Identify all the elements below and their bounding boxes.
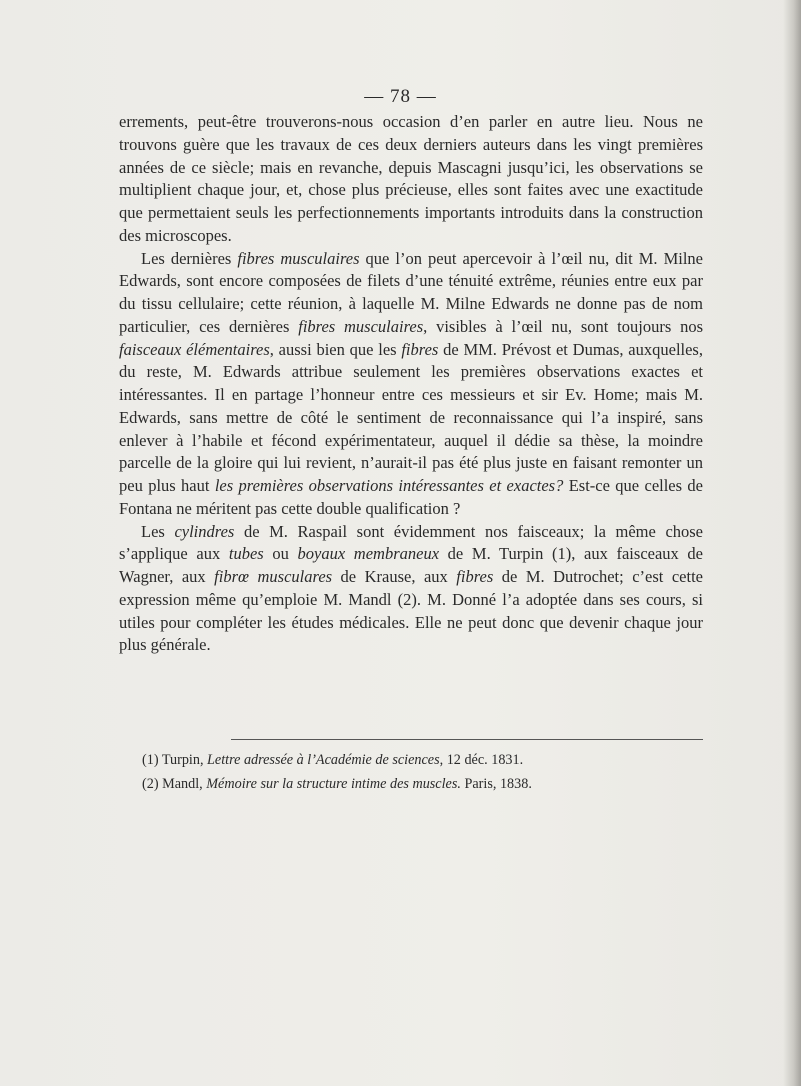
footnote bbox=[142, 772, 712, 796]
italic-text: boyaux membraneux bbox=[297, 544, 440, 564]
italic-text: Mémoire sur la structure intime des muscles. bbox=[206, 776, 461, 792]
text-run: (2) Mandl, bbox=[142, 776, 207, 792]
paragraph bbox=[119, 248, 703, 521]
italic-text: les premières observations intéressantes et exactes? bbox=[214, 476, 564, 495]
italic-text: fibrœ musculares bbox=[214, 567, 333, 586]
text-run: Paris, 1838. bbox=[460, 776, 532, 792]
text-run: de Krause, aux bbox=[332, 567, 457, 586]
italic-text: tubes bbox=[228, 544, 264, 564]
text-run: Est-ce que celles de Fontana ne méritent pas cette double qualification ? bbox=[119, 476, 703, 518]
footnote-rule bbox=[231, 739, 703, 740]
italic-text: fibres musculaires bbox=[298, 316, 424, 336]
italic-text: fibres bbox=[401, 339, 439, 359]
footnotes bbox=[142, 748, 712, 796]
paragraph bbox=[119, 111, 703, 248]
paragraph bbox=[119, 521, 703, 658]
footnote bbox=[142, 748, 712, 772]
text-run: (1) Turpin, bbox=[142, 752, 208, 768]
text-run: ou bbox=[263, 544, 298, 564]
page-number: — 78 — bbox=[364, 86, 437, 107]
text-run: , aussi bien que les bbox=[269, 339, 402, 359]
italic-text: fibres bbox=[456, 567, 494, 586]
text-run: errements, peut-être trouverons-nous occasion d’en parler en autre lieu. Nous ne trouvons guère que les travaux de ces deux derniers auteurs dans les vingt premières années de ce siècle; mais en revanche, depuis Mascagni jusqu’ici, les observations se multiplient chaque jour, et, chose plus précieuse, elles sont faites avec une exactitude que permettaient seuls les perfectionnements importants introduits dans la construction des microscopes. bbox=[119, 112, 703, 245]
text-run: de M. Turpin (1), aux faisceaux de Wagner, aux bbox=[119, 544, 704, 586]
text-run: que l’on peut apercevoir à l’œil nu, dit M. Milne Edwards, sont encore composées de filets d’une ténuité extrême, réunies entre eux par du tissu cellulaire; cette réunion, à laquelle M. Milne Edwards ne donne pas de nom particulier, ces dernières bbox=[119, 248, 703, 336]
text-run: , 12 déc. 1831. bbox=[439, 752, 524, 768]
italic-text: faisceaux élémentaires bbox=[119, 339, 270, 359]
italic-text: fibres musculaires bbox=[237, 248, 360, 268]
text-run: Les bbox=[141, 521, 175, 541]
text-run: Les dernières bbox=[141, 248, 238, 268]
page-edge-shadow bbox=[783, 0, 801, 1086]
text-run: de M. Raspail sont évidemment nos faisceaux; la même chose s’applique aux bbox=[119, 521, 704, 564]
body-text bbox=[119, 111, 703, 657]
text-run: de M. Dutrochet; c’est cette expression même qu’emploie M. Mandl (2). M. Donné l’a adoptée dans ses cours, si utiles pour compléter les études médicales. Elle ne peut donc que devenir chaque jour plus générale. bbox=[119, 567, 703, 655]
text-run: de MM. Prévost et Dumas, auxquelles, du reste, M. Edwards attribue seulement les premières observations exactes et intéressantes. Il en partage l’honneur entre ces messieurs et sir Ev. Home; mais M. Edwards, sans mettre de côté le sentiment de reconnaissance qui l’a inspiré, sans enlever à l’habile et fécond expérimentateur, auquel il dédie sa thèse, la moindre parcelle de la gloire qui lui revient, n’aurait-il pas été plus juste en faisant remonter un peu plus haut bbox=[119, 339, 703, 495]
text-run: , visibles à l’œil nu, sont toujours nos bbox=[423, 316, 703, 336]
italic-text: Lettre adressée à l’Académie de sciences bbox=[207, 752, 440, 768]
italic-text: cylindres bbox=[174, 521, 235, 541]
